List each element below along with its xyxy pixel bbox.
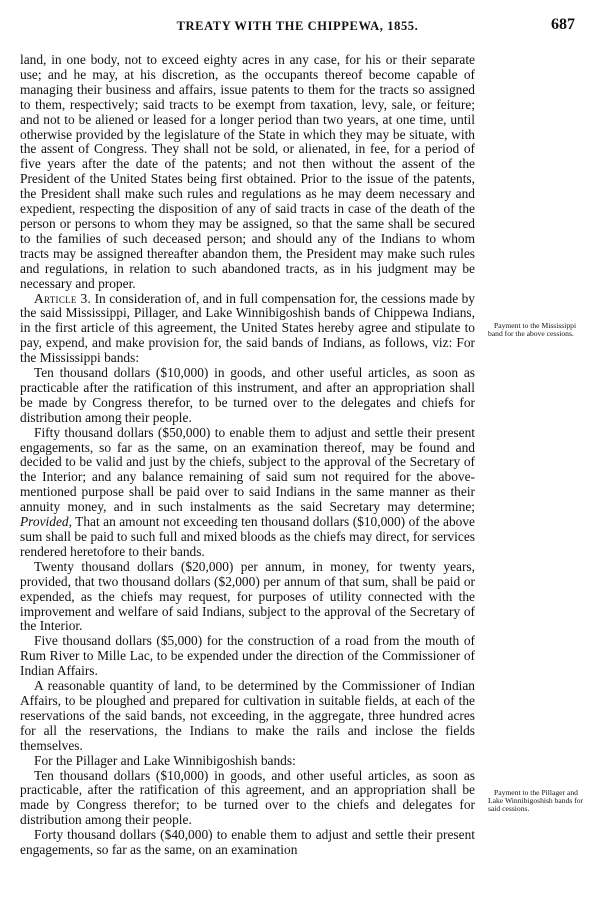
paragraph-article-3 (20, 292, 475, 367)
running-head: TREATY WITH THE CHIPPEWA, 1855. (176, 19, 419, 33)
margin-note-pillager: Payment to the Pillager and Lake Winnibigoshish bands for said cessions. (488, 788, 584, 814)
paragraph-forty-thousand: Forty thousand dollars ($40,000) to enable them to adjust and settle their present engagements, so far as the same, on an examination (20, 827, 475, 858)
paragraph-pillager-heading: For the Pillager and Lake Winnibigoshish bands: (34, 752, 296, 768)
margin-note-mississippi: Payment to the Mississippi band for the above cessions. (488, 321, 577, 339)
paragraph-land: A reasonable quantity of land, to be determined by the Commissioner of Indian Affairs, to be ploughed and prepared for cultivation in suitable fields, at each of the reservations of the said bands, not exceeding, in the aggregate, three hundred acres for all the reservations, the Indians to make the rails and inclose the fields themselves. (20, 678, 475, 753)
paragraph-continuation: land, in one body, not to exceed eighty acres in any case, for his or their separate use; and he may, at his discretion, as the occupants thereof become capable of managing their business and affairs, issue patents to them for the tracts so assigned to them, respectively; said tracts to be exempt from taxation, levy, sale, or feiture; and not to be aliened or leased for a longer period than two years, at one time, until otherwise provided by the legislature of the State in which they may be situate, with the assent of Congress. They shall not be sold, or alienated, in fee, for a period of five years after the date of the patents; and not then without the assent of the President of the United States being first obtained. Prior to the issue of the patents, the President shall make such rules and regulations as he may deem necessary and expedient, respecting the disposition of any of said tracts in case of the death of the person or persons to whom they may be assigned, so that the same shall be secured to the families of such deceased person; and should any of the Indians to whom tracts may be assigned thereafter abandon them, the President may make such rules and regulations, in relation to such abandoned tracts, as in his judgment may be necessary and proper. (20, 52, 475, 291)
paragraph-fifty-thousand (20, 426, 475, 560)
article-heading: Article 3. (34, 290, 92, 306)
page-number: 687 (551, 16, 575, 33)
provided-clause: That an amount not exceeding ten thousand dollars ($10,000) of the above sum shall be paid to such full and mixed bloods as the chiefs may direct, for services rendered heretofore to their bands. (20, 514, 475, 559)
page-header (20, 16, 575, 38)
provided-word: Provided, (20, 514, 72, 530)
fifty-thousand-text: Fifty thousand dollars ($50,000) to enable them to adjust and settle their present engagements, so far as the same, on an examination thereof, may be found and decided to be valid and just by the chiefs, subject to the approval of the Secretary of the Interior; and any balance remaining of said sum not required for the above-mentioned purpose shall be paid over to said Indians in the same manner as their annuity money, and in such instalments as the said Secretary may determine; (20, 424, 475, 515)
paragraph-twenty-thousand: Twenty thousand dollars ($20,000) per annum, in money, for twenty years, provided, that two thousand dollars ($2,000) per annum of that sum, shall be paid or expended, as the chiefs may request, for purposes of utility connected with the improvement and welfare of said Indians, subject to the approval of the Secretary of the Interior. (20, 558, 475, 634)
article-3-text: In consideration of, and in full compensation for, the cessions made by the said Mississippi, Pillager, and Lake Winnibigoshish bands of Chippewa Indians, in the first article of this agreement, the United States hereby agree and stipulate to pay, expend, and make provision for, the said bands of Indians, as follows, viz: For the Mississippi bands: (20, 290, 475, 366)
body-text (20, 53, 475, 858)
paragraph-goods-pillager: Ten thousand dollars ($10,000) in goods, and other useful articles, as soon as practicable, after the ratification of this agreement, and an appropriation shall be made by Congress therefor; to be turned over to the chiefs and delegates for distribution among their people. (20, 767, 475, 828)
paragraph-road: Five thousand dollars ($5,000) for the construction of a road from the mouth of Rum River to Mille Lac, to be expended under the direction of the Commissioner of Indian Affairs. (20, 633, 475, 679)
paragraph-goods-mississippi: Ten thousand dollars ($10,000) in goods, and other useful articles, as soon as practicable after the ratification of this instrument, and after an appropriation shall be made by Congress therefor, to be turned over to the delegates and chiefs for distribution among their people. (20, 365, 475, 425)
